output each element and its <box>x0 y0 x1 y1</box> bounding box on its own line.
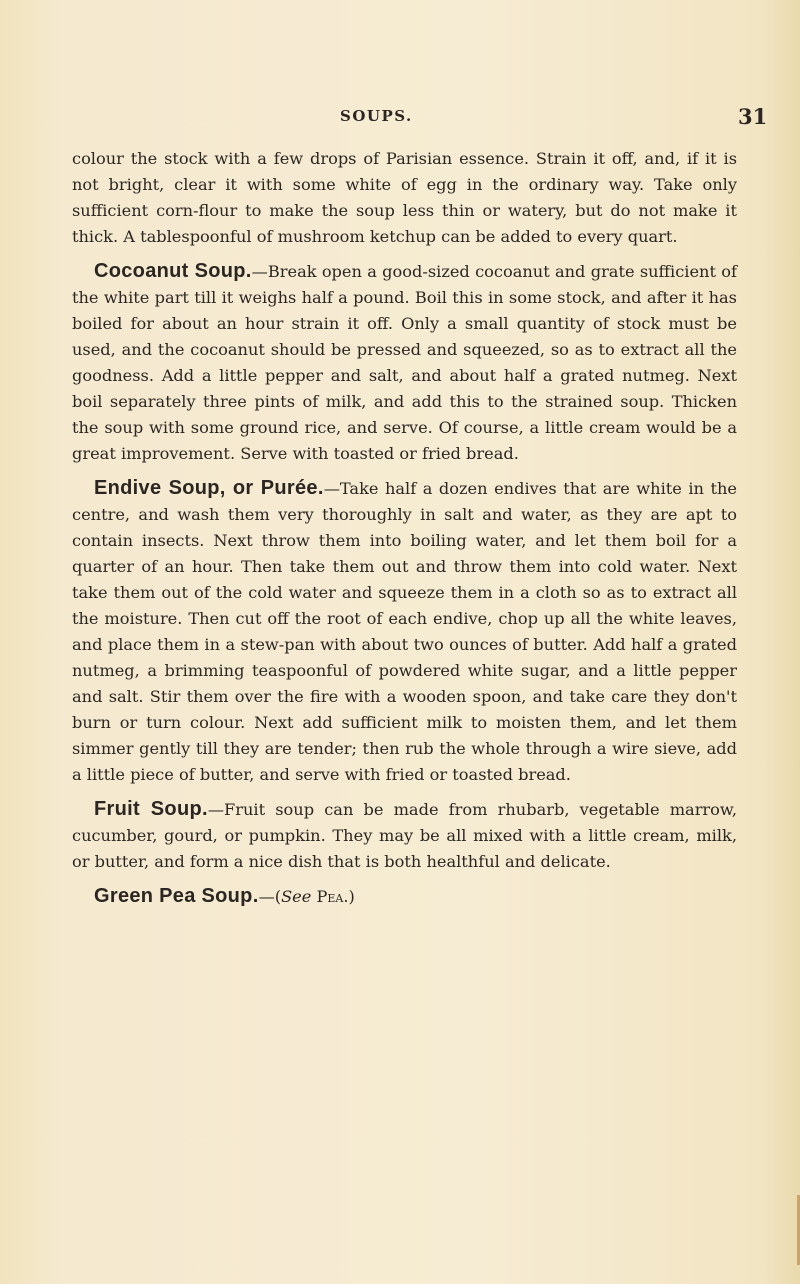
recipe-cocoanut-soup <box>72 258 737 467</box>
recipe-text: —Break open a good-sized cocoanut and grate sufficient of the white part till it weighs half a pound. Boil this in some stock, and after it has boiled for about an hour strain it off. Only a small quantity of stock must be used, and the cocoanut should be pressed and squeezed, so as to extract all the goodness. Add a little pepper and salt, and about half a grated nutmeg. Next boil separately three pints of milk, and add this to the strained soup. Thicken the soup with some ground rice, and serve. Of course, a little cream would be a great improvement. Serve with toasted or fried bread. <box>72 262 738 463</box>
recipe-text: —Take half a dozen endives that are white in the centre, and wash them very thoroughly in salt and water, as they are apt to contain insects. Next throw them into boiling water, and let them boil for a quarter of an hour. Then take them out and throw them into cold water. Next take them out of the cold water and squeeze them in a cloth so as to extract all the moisture. Then cut off the root of each endive, chop up all the white leaves, and place them in a stew-pan with about two ounces of butter. Add half a grated nutmeg, a brimming teaspoonful of powdered white sugar, and a little pepper and salt. Stir them over the fire with a wooden spoon, and take care they don't burn or turn colour. Next add sufficient milk to moisten them, and let them simmer gently till they are tender; then rub the whole through a wire sieve, add a little piece of butter, and serve with fried or toasted bread. <box>72 479 737 784</box>
recipe-heading: Green Pea Soup. <box>94 885 259 907</box>
cross-reference-see: See <box>281 887 312 906</box>
body-text <box>72 146 737 918</box>
recipe-endive-soup <box>72 475 737 788</box>
recipe-green-pea-soup <box>72 883 737 910</box>
page-number: 31 <box>738 104 768 129</box>
recipe-text: —Fruit soup can be made from rhubarb, vegetable marrow, cucumber, gourd, or pumpkin. They may be all mixed with a little cream, milk, or butter, and form a nice dish that is both healthful and delicate. <box>72 800 738 871</box>
recipe-heading: Fruit Soup. <box>94 798 208 820</box>
cross-reference-target: Pea. <box>311 887 349 906</box>
paragraph-continuation <box>72 146 737 250</box>
recipe-fruit-soup <box>72 796 737 875</box>
paragraph-text: colour the stock with a few drops of Parisian essence. Strain it off, and, if it is not bright, clear it with some white of egg in the ordinary way. Take only sufficient corn-flour to make the soup less thin or watery, but do not make it thick. A tablespoonful of mushroom ketchup can be added to every quart. <box>72 149 737 246</box>
running-title: SOUPS. <box>340 107 413 125</box>
cross-reference-open: —( <box>258 887 282 906</box>
cross-reference-close: ) <box>348 887 355 906</box>
running-head <box>0 104 800 134</box>
recipe-heading: Endive Soup, or Purée. <box>94 477 324 499</box>
recipe-heading: Cocoanut Soup. <box>94 260 252 282</box>
